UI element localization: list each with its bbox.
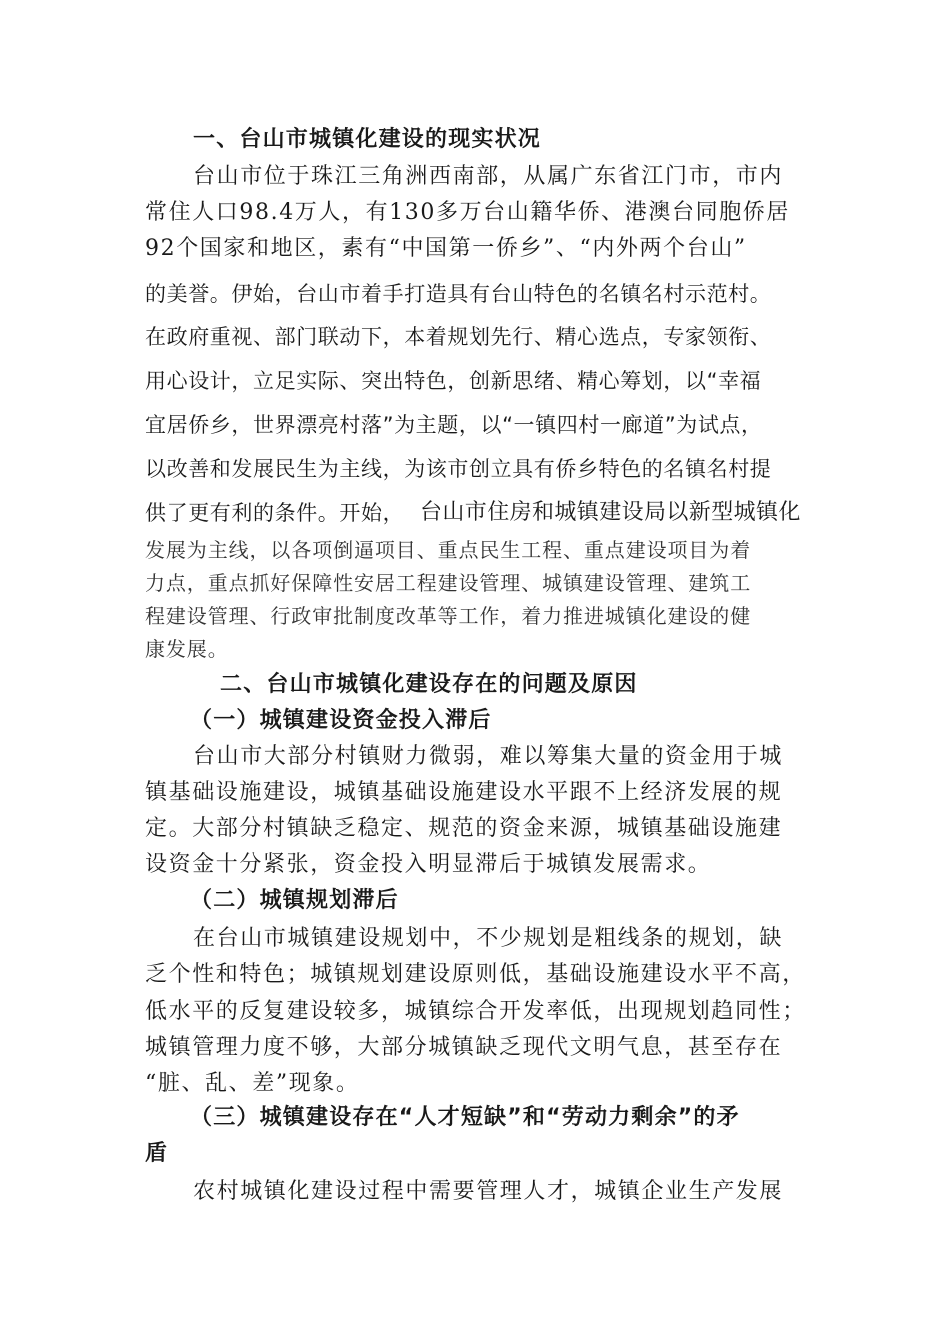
paragraph-line: 镇基础设施建设，城镇基础设施建设水平跟不上经济发展的规 bbox=[145, 780, 783, 805]
paragraph-line: 城镇管理力度不够，大部分城镇缺乏现代文明气息，甚至存在 bbox=[145, 1035, 783, 1060]
section-2-heading: 二、台山市城镇化建设存在的问题及原因 bbox=[220, 672, 638, 697]
paragraph-line: 常住人口98.4万人，有130多万台山籍华侨、港澳台同胞侨居 bbox=[145, 200, 790, 225]
paragraph-line: 台山市位于珠江三角洲西南部，从属广东省江门市，市内 bbox=[193, 164, 784, 189]
paragraph-line: 设资金十分紧张，资金投入明显滞后于城镇发展需求。 bbox=[145, 852, 712, 877]
paragraph-line: 供了更有利的条件。开始， bbox=[145, 501, 405, 525]
paragraph-line: 用心设计，立足实际、突出特色，创新思绪、精心筹划，以“幸福 bbox=[145, 369, 762, 393]
subsection-2-heading: （二）城镇规划滞后 bbox=[190, 888, 399, 913]
paragraph-line: 在政府重视、部门联动下，本着规划先行、精心选点，专家领衔、 bbox=[145, 325, 772, 349]
paragraph-line: 康发展。 bbox=[145, 637, 229, 661]
subsection-3-heading: （三）城镇建设存在“人才短缺”和“劳动力剩余”的矛 bbox=[190, 1105, 740, 1130]
paragraph-line: 以改善和发展民生为主线，为该市创立具有侨乡特色的名镇名村提 bbox=[145, 457, 772, 481]
paragraph-line: 台山市大部分村镇财力微弱，难以筹集大量的资金用于城 bbox=[193, 744, 784, 769]
paragraph-line: “脏、乱、差”现象。 bbox=[145, 1071, 360, 1096]
paragraph-line: 台山市住房和城镇建设局以新型城镇化 bbox=[420, 500, 801, 525]
subsection-1-heading: （一）城镇建设资金投入滞后 bbox=[190, 708, 492, 733]
paragraph-line: 在台山市城镇建设规划中，不少规划是粗线条的规划，缺 bbox=[193, 926, 784, 951]
paragraph-line: 宜居侨乡，世界漂亮村落”为主题，以“一镇四村一廊道”为试点， bbox=[145, 413, 763, 437]
subsection-3-heading-continued: 盾 bbox=[145, 1141, 169, 1166]
paragraph-line: 定。大部分村镇缺乏稳定、规范的资金来源，城镇基础设施建 bbox=[145, 816, 783, 841]
section-1-heading: 一、台山市城镇化建设的现实状况 bbox=[193, 127, 542, 152]
paragraph-line: 力点，重点抓好保障性安居工程建设管理、城镇建设管理、建筑工 bbox=[145, 571, 752, 595]
paragraph-line: 农村城镇化建设过程中需要管理人才，城镇企业生产发展 bbox=[193, 1179, 784, 1204]
paragraph-line: 程建设管理、行政审批制度改革等工作，着力推进城镇化建设的健 bbox=[145, 604, 752, 628]
paragraph-line: 乏个性和特色；城镇规划建设原则低，基础设施建设水平不高， bbox=[145, 962, 806, 987]
paragraph-line: 92个国家和地区，素有“中国第一侨乡”、“内外两个台山” bbox=[145, 236, 747, 261]
paragraph-line: 的美誉。伊始，台山市着手打造具有台山特色的名镇名村示范村。 bbox=[145, 282, 772, 306]
paragraph-line: 发展为主线，以各项倒逼项目、重点民生工程、重点建设项目为着 bbox=[145, 538, 752, 562]
paragraph-line: 低水平的反复建设较多，城镇综合开发率低，出现规划趋同性； bbox=[145, 999, 806, 1024]
